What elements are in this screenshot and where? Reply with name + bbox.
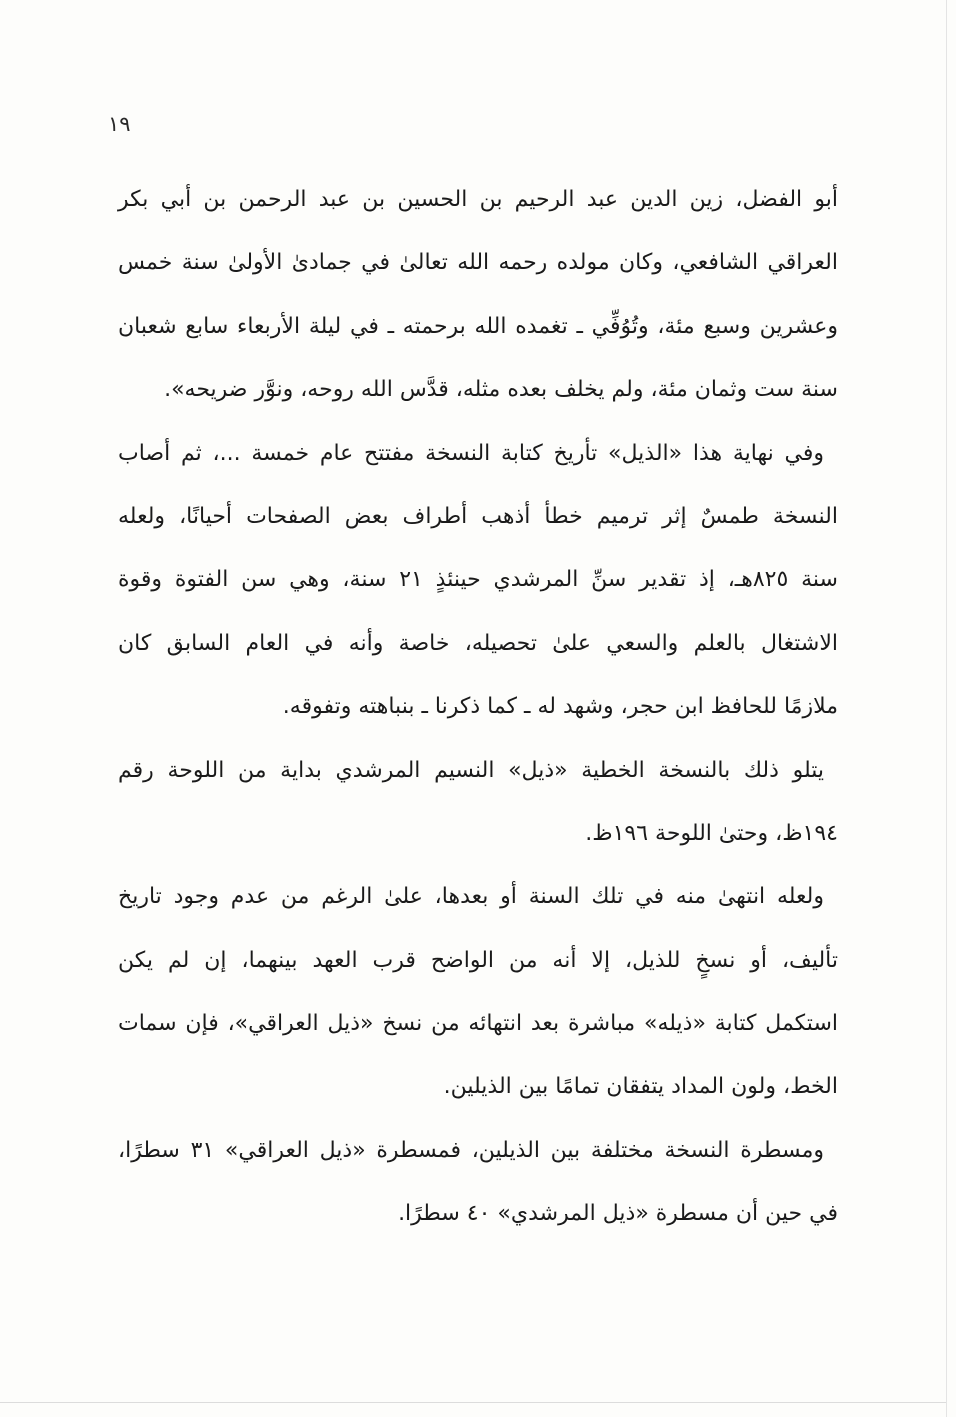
paragraph-1: [118, 168, 838, 422]
text-line: أبو الفضل، زين الدين عبد الرحيم بن الحسين بن عبد الرحمن بن أبي بكر: [118, 187, 838, 212]
page-number: ١٩: [108, 112, 131, 136]
paragraph-3: [118, 739, 838, 866]
text-line: وعشرين وسبع مئة، وتُوُفِّي ـ تغمده الله برحمته ـ في ليلة الأربعاء سابع شعبان: [118, 313, 838, 339]
page-edge-right: [946, 0, 947, 1417]
text-line: ومسطرة النسخة مختلفة بين الذيلين، فمسطرة «ذيل العراقي» ٣١ سطرًا،: [118, 1137, 824, 1163]
text-line: ملازمًا للحافظ ابن حجر، وشهد له ـ كما ذكرنا ـ بنباهته وتفوقه.: [282, 694, 838, 720]
paragraph-5: [118, 1119, 838, 1246]
text-line: الخط، ولون المداد يتفقان تمامًا بين الذيلين.: [443, 1074, 838, 1100]
text-line: ولعله انتهىٰ منه في تلك السنة أو بعدها، علىٰ الرغم من عدم وجود تاريخ: [118, 884, 824, 910]
text-line: في حين أن مسطرة «ذيل المرشدي» ٤٠ سطرًا.: [398, 1201, 838, 1227]
text-line: ١٩٤ظ، وحتىٰ اللوحة ١٩٦ظ.: [585, 820, 838, 846]
body-text: [118, 168, 838, 1246]
text-line: النسخة طمسٌ إثر ترميم خطأ أذهب أطراف بعض الصفحات أحيانًا، ولعله: [118, 503, 838, 529]
text-line: وفي نهاية هذا «الذيل» تأريخ كتابة النسخة مفتتح عام خمسة ...، ثم أصاب: [118, 440, 824, 466]
text-line: سنة ٨٢٥هـ، إذ تقدير سنِّ المرشدي حينئذٍ ٢١ سنة، وهي سن الفتوة وقوة: [118, 567, 838, 593]
page-edge-bottom: [0, 1402, 946, 1403]
text-line: سنة ست وثمان مئة، ولم يخلف بعده مثله، قدَّس الله روحه، ونوَّر ضريحه».: [164, 377, 838, 403]
paragraph-2: [118, 422, 838, 739]
text-line: يتلو ذلك بالنسخة الخطية «ذيل» النسيم المرشدي بداية من اللوحة رقم: [118, 757, 824, 783]
paragraph-4: [118, 865, 838, 1119]
text-line: العراقي الشافعي، وكان مولده رحمه الله تعالىٰ في جمادىٰ الأولىٰ سنة خمس: [118, 250, 838, 276]
text-line: تأليف، أو نسخٍ للذيل، إلا أنه من الواضح قرب العهد بينهما، إن لم يكن: [118, 947, 838, 973]
text-line: استكمل كتابة «ذيله» مباشرة بعد انتهائه من نسخ «ذيل العراقي»، فإن سمات: [118, 1011, 838, 1037]
text-line: الاشتغال بالعلم والسعي علىٰ تحصيله، خاصة وأنه في العام السابق كان: [118, 630, 838, 656]
